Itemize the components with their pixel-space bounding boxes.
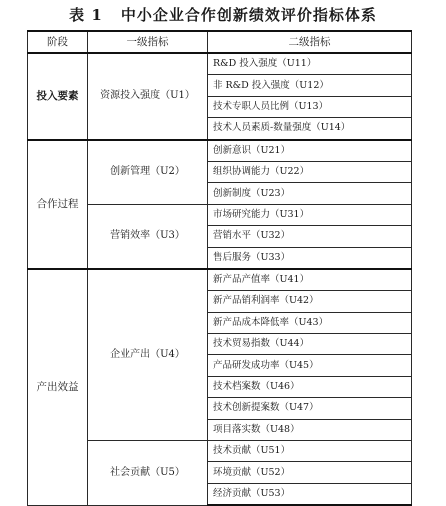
- level2-cell: R&D 投入强度（U11）: [208, 53, 412, 75]
- table-title: 中小企业合作创新绩效评价指标体系: [120, 6, 377, 24]
- level1-cell: 社会贡献（U5）: [88, 441, 208, 506]
- level2-cell: 非 R&D 投入强度（U12）: [208, 75, 412, 96]
- level2-cell: 环境贡献（U52）: [208, 462, 412, 483]
- level2-cell: 技术专职人员比例（U13）: [208, 96, 412, 117]
- level2-cell: 产品研发成功率（U45）: [208, 355, 412, 376]
- stage-cell: 投入要素: [28, 53, 88, 140]
- level2-cell: 组织协调能力（U22）: [208, 161, 412, 182]
- header-level1: 一级指标: [88, 31, 208, 53]
- table-row: [28, 53, 412, 75]
- table-header-row: [28, 31, 412, 53]
- indicator-table: [27, 30, 412, 506]
- level1-cell: 资源投入强度（U1）: [88, 53, 208, 140]
- level2-cell: 创新制度（U23）: [208, 183, 412, 204]
- level2-cell: 新产品销利润率（U42）: [208, 291, 412, 312]
- table-row: [28, 140, 412, 162]
- level2-cell: 技术档案数（U46）: [208, 376, 412, 397]
- level2-cell: 售后服务（U33）: [208, 247, 412, 269]
- table-row: [28, 269, 412, 291]
- level2-cell: 经济贡献（U53）: [208, 483, 412, 505]
- level1-cell: 企业产出（U4）: [88, 269, 208, 441]
- level2-cell: 技术人员素质-数量强度（U14）: [208, 118, 412, 140]
- level2-cell: 市场研究能力（U31）: [208, 204, 412, 225]
- level1-cell: 创新管理（U2）: [88, 140, 208, 205]
- level2-cell: 技术创新提案数（U47）: [208, 398, 412, 419]
- stage-cell: 产出效益: [28, 269, 88, 505]
- stage-cell: 合作过程: [28, 140, 88, 269]
- level2-cell: 技术贸易指数（U44）: [208, 334, 412, 355]
- level1-cell: 营销效率（U3）: [88, 204, 208, 269]
- level2-cell: 项目落实数（U48）: [208, 419, 412, 440]
- level2-cell: 技术贡献（U51）: [208, 441, 412, 462]
- level2-cell: 新产品产值率（U41）: [208, 269, 412, 291]
- header-level2: 二级指标: [208, 31, 412, 53]
- table-number: 表 1: [69, 6, 103, 24]
- level2-cell: 营销水平（U32）: [208, 226, 412, 247]
- level2-cell: 创新意识（U21）: [208, 140, 412, 162]
- table-caption: [0, 0, 446, 30]
- level2-cell: 新产品成本降低率（U43）: [208, 312, 412, 333]
- header-stage: 阶段: [28, 31, 88, 53]
